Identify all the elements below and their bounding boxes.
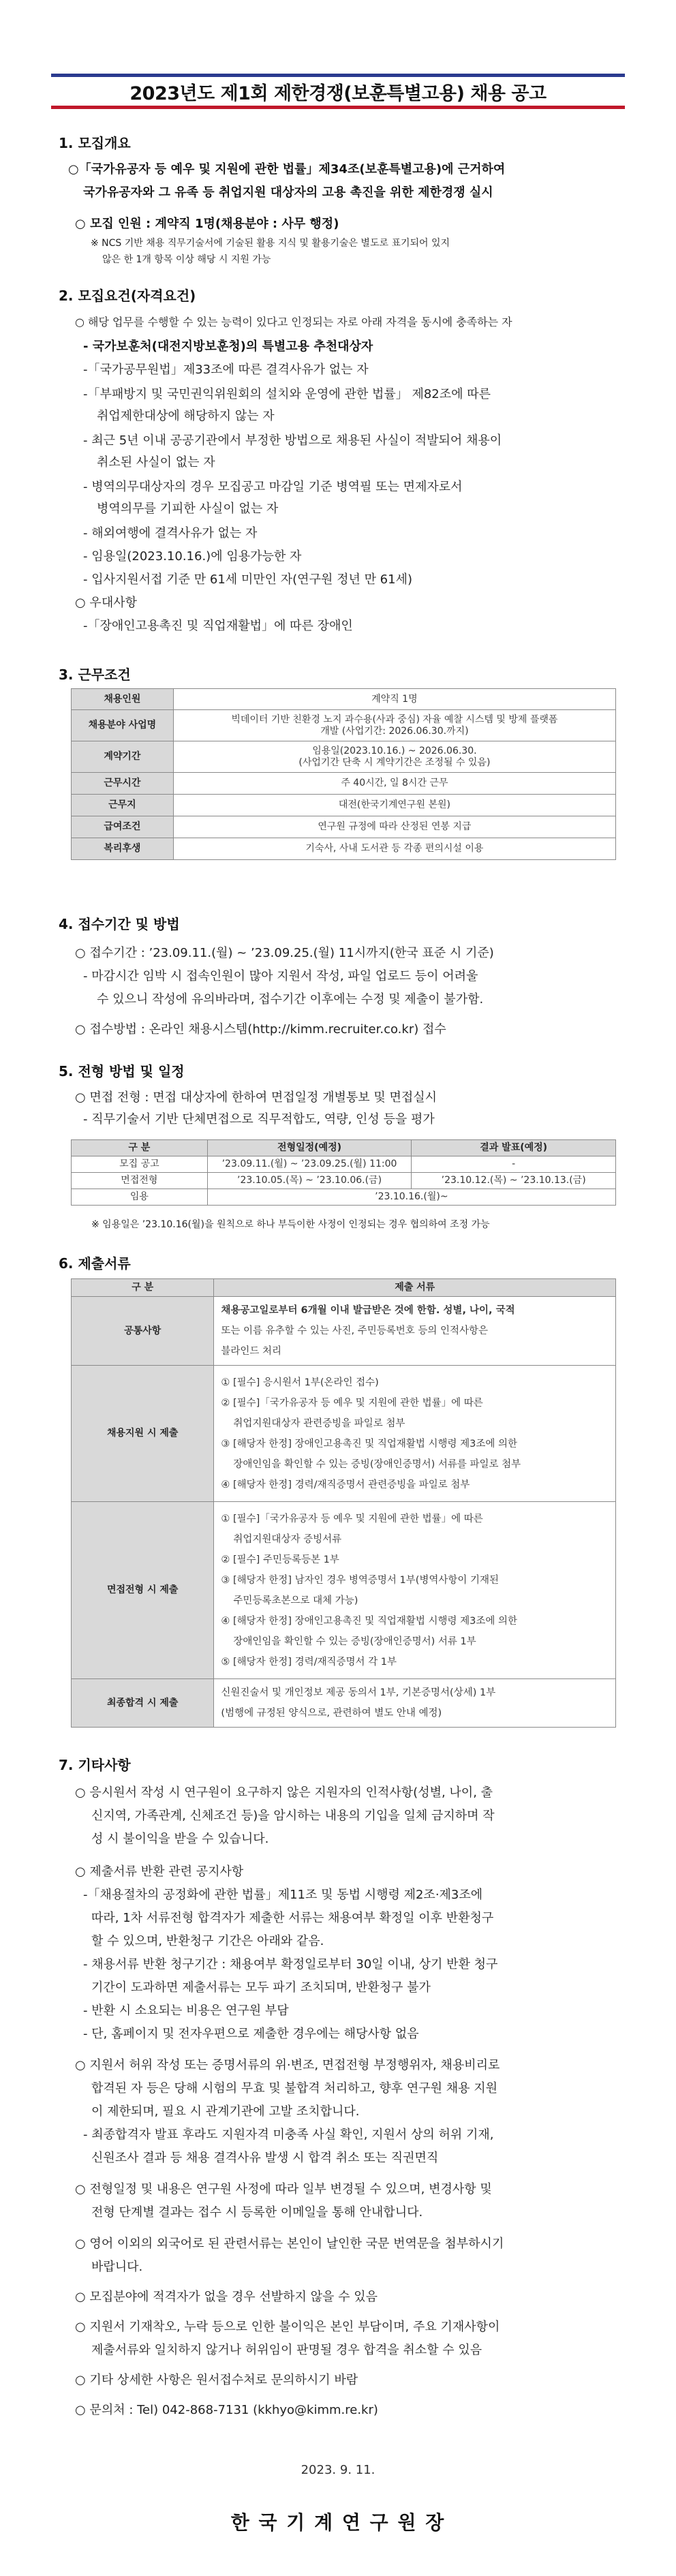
s7-line: 성 시 불이익을 받을 수 있습니다. xyxy=(91,1832,269,1846)
s7-line: 신지역, 가족관계, 신체조건 등)을 암시하는 내용의 기입을 일체 금지하며 작 xyxy=(91,1809,495,1823)
col-header: 제출 서류 xyxy=(214,1279,616,1297)
s7-line: ○ 모집분야에 적격자가 없을 경우 선발하지 않을 수 있음 xyxy=(75,2290,378,2304)
s7-line: 이 제한되며, 필요 시 관계기관에 고발 조치합니다. xyxy=(91,2104,360,2119)
s4-line: ○ 접수기간 : ’23.09.11.(월) ~ ’23.09.25.(월) 11시까지(한국 표준 시 기준) xyxy=(75,946,494,960)
s2-line: -「부패방지 및 국민권익위원회의 설치와 운영에 관한 법률」 제82조에 따른 xyxy=(83,387,491,401)
s7-line: 기간이 도과하면 제출서류는 모두 파기 조치되며, 반환청구 불가 xyxy=(91,1980,431,1995)
title-banner xyxy=(51,74,625,109)
schedule-cell: ’23.10.16.(월)~ xyxy=(207,1189,615,1206)
s7-line: 전형 단계별 결과는 접수 시 등록한 이메일을 통해 안내합니다. xyxy=(91,2205,423,2220)
table-row xyxy=(72,1173,616,1189)
s7-line: ○ 지원서 허위 작성 또는 증명서류의 위·변조, 면접전형 부정행위자, 채용비리로 xyxy=(75,2058,500,2072)
s1-line: ○ 모집 인원 : 계약직 1명(채용분야 : 사무 행정) xyxy=(75,217,339,231)
row-label: 복리후생 xyxy=(72,838,174,860)
table-row xyxy=(72,1366,616,1502)
schedule-table xyxy=(71,1139,616,1206)
row-label: 최종합격 시 제출 xyxy=(72,1679,214,1728)
row-label: 채용지원 시 제출 xyxy=(72,1366,214,1502)
stage-cell: 임용 xyxy=(72,1189,208,1206)
s7-line: 할 수 있으며, 반환청구 기간은 아래와 같음. xyxy=(91,1934,324,1948)
s1-line: ○「국가유공자 등 예우 및 지원에 관한 법률」제34조(보훈특별고용)에 근거하여 xyxy=(68,162,506,177)
s7-line: 제출서류와 일치하지 않거나 허위임이 판명될 경우 합격을 취소할 수 있음 xyxy=(91,2343,482,2357)
section-4-heading: 4. 접수기간 및 방법 xyxy=(59,916,180,932)
row-docs: 신원진술서 및 개인정보 제공 동의서 1부, 기본증명서(상세) 1부 (범행에 규정된 양식으로, 관련하여 별도 안내 예정) xyxy=(214,1679,616,1728)
section-6-heading: 6. 제출서류 xyxy=(59,1255,131,1272)
s2-line: 취소된 사실이 없는 자 xyxy=(97,455,215,470)
table-row xyxy=(72,741,616,773)
row-label: 채용분야 사업명 xyxy=(72,710,174,741)
s2-line: -「국가공무원법」제33조에 따른 결격사유가 없는 자 xyxy=(83,363,369,377)
s7-line: ○ 전형일정 및 내용은 연구원 사정에 따라 일부 변경될 수 있으며, 변경사항 및 xyxy=(75,2182,492,2196)
s7-line: ○ 문의처 : Tel) 042-868-7131 (kkhyo@kimm.re.kr) xyxy=(75,2403,378,2417)
s7-line: 신원조사 결과 등 채용 결격사유 발생 시 합격 취소 또는 직권면직 xyxy=(91,2151,439,2165)
s2-line: -「장애인고용촉진 및 직업재활법」에 따른 장애인 xyxy=(83,619,353,633)
s5-line: ○ 면접 전형 : 면접 대상자에 한하여 면접일정 개별통보 및 면접실시 xyxy=(75,1090,437,1105)
s2-line: - 임용일(2023.10.16.)에 임용가능한 자 xyxy=(83,549,302,564)
s2-line: - 병역의무대상자의 경우 모집공고 마감일 기준 병역필 또는 면제자로서 xyxy=(83,480,463,494)
result-cell: ’23.10.12.(목) ~ ’23.10.13.(금) xyxy=(412,1173,616,1189)
s2-line: - 최근 5년 이내 공공기관에서 부정한 방법으로 채용된 사실이 적발되어 채용이 xyxy=(83,433,502,448)
s7-line: 바랍니다. xyxy=(91,2260,143,2274)
s2-line: 병역의무를 기피한 사실이 없는 자 xyxy=(97,502,279,516)
s7-line: ○ 제출서류 반환 관련 공지사항 xyxy=(75,1865,244,1879)
section-1-heading: 1. 모집개요 xyxy=(59,135,131,151)
section-2-heading: 2. 모집요건(자격요건) xyxy=(59,288,196,304)
s2-line: - 국가보훈처(대전지방보훈청)의 특별고용 추천대상자 xyxy=(83,339,373,354)
s2-line: ○ 우대사항 xyxy=(75,596,137,610)
row-label: 근무지 xyxy=(72,795,174,816)
s2-line: - 해외여행에 결격사유가 없는 자 xyxy=(83,526,258,540)
row-docs: ① [필수] 응시원서 1부(온라인 접수) ② [필수]「국가유공자 등 예우 및 지원에 관한 법률」에 따른 취업지원대상자 관련증빙을 파일로 첨부 ③ [해당자 한정] 장애인고용촉진 및 직업재활법 시행령 제3조에 의한 장애인임을 확인할 수 있는 증빙(장애인증명서) 서류를 파일로 첨부 ④ [해당자 한정] 경력/재직증명서 관련증빙을 파일로 첨부 xyxy=(214,1366,616,1502)
section-5-heading: 5. 전형 방법 및 일정 xyxy=(59,1063,185,1079)
row-docs: 채용공고일로부터 6개월 이내 발급받은 것에 한함. 성별, 나이, 국적 또는 이름 유추할 수 있는 사진, 주민등록번호 등의 인적사항은 블라인드 처리 xyxy=(214,1297,616,1366)
s7-line: ○ 지원서 기재착오, 누락 등으로 인한 불이익은 본인 부담이며, 주요 기재사항이 xyxy=(75,2320,500,2334)
documents-table xyxy=(71,1278,616,1728)
row-label: 근무시간 xyxy=(72,773,174,795)
s7-line: - 반환 시 소요되는 비용은 연구원 부담 xyxy=(83,2004,289,2018)
col-header: 구 분 xyxy=(72,1140,208,1156)
s7-line: ○ 응시원서 작성 시 연구원이 요구하지 않은 지원자의 인적사항(성별, 나이, 출 xyxy=(75,1785,493,1800)
s4-line: 수 있으니 작성에 유의바라며, 접수기간 이후에는 수정 및 제출이 불가함. xyxy=(97,992,484,1007)
page-title: 2023년도 제1회 제한경쟁(보훈특별고용) 채용 공고 xyxy=(129,82,547,104)
s4-line: - 마감시간 임박 시 접속인원이 많아 지원서 작성, 파일 업로드 등이 어려울 xyxy=(83,969,478,983)
s2-line: - 입사지원서접 기준 만 61세 미만인 자(연구원 정년 만 61세) xyxy=(83,572,412,587)
s7-line: -「채용절차의 공정화에 관한 법률」제11조 및 동법 시행령 제2조·제3조에 xyxy=(83,1888,483,1902)
issue-date: 2023. 9. 11. xyxy=(301,2463,375,2477)
table-row xyxy=(72,816,616,838)
s2-line: ○ 해당 업무를 수행할 수 있는 능력이 있다고 인정되는 자로 아래 자격을 동시에 충족하는 자 xyxy=(75,316,512,328)
work-conditions-table xyxy=(71,688,616,860)
result-cell: - xyxy=(412,1156,616,1173)
col-header: 전형일정(예정) xyxy=(207,1140,412,1156)
row-label: 면접전형 시 제출 xyxy=(72,1502,214,1679)
row-value: 빅데이터 기반 친환경 노지 과수용(사과 중심) 자율 예찰 시스템 및 방제 플랫폼 개발 (사업기간: 2026.06.30.까지) xyxy=(173,710,615,741)
row-value: 대전(한국기계연구원 본원) xyxy=(173,795,615,816)
stage-cell: 모집 공고 xyxy=(72,1156,208,1173)
table-row xyxy=(72,689,616,710)
row-value: 계약직 1명 xyxy=(173,689,615,710)
s7-line: - 단, 홈페이지 및 전자우편으로 제출한 경우에는 해당사항 없음 xyxy=(83,2027,419,2041)
col-header: 결과 발표(예정) xyxy=(412,1140,616,1156)
s7-line: - 최종합격자 발표 후라도 지원자격 미충족 사실 확인, 지원서 상의 허위 기재, xyxy=(83,2128,494,2142)
table-row xyxy=(72,1502,616,1679)
row-value: 연구원 규정에 따라 산정된 연봉 지급 xyxy=(173,816,615,838)
s1-note: 않은 한 1개 항목 이상 해당 시 지원 가능 xyxy=(102,254,271,265)
table-row xyxy=(72,1679,616,1728)
row-value: 임용일(2023.10.16.) ~ 2026.06.30. (사업기간 단축 시 계약기간은 조정될 수 있음) xyxy=(173,741,615,773)
s5-line: - 직무기술서 기반 단체면접으로 직무적합도, 역량, 인성 등을 평가 xyxy=(83,1112,435,1126)
s4-line: ○ 접수방법 : 온라인 채용시스템(http://kimm.recruiter.co.kr) 접수 xyxy=(75,1022,446,1037)
s7-line: ○ 영어 이외의 외국어로 된 관련서류는 본인이 날인한 국문 번역문을 첨부하시기 xyxy=(75,2237,504,2251)
s1-line: 국가유공자와 그 유족 등 취업지원 대상자의 고용 촉진을 위한 제한경쟁 실시 xyxy=(83,185,493,200)
schedule-cell: ’23.09.11.(월) ~ ’23.09.25.(월) 11:00 xyxy=(207,1156,412,1173)
s7-line: - 채용서류 반환 청구기간 : 채용여부 확정일로부터 30일 이내, 상기 반환 청구 xyxy=(83,1957,498,1972)
row-value: 주 40시간, 일 8시간 근무 xyxy=(173,773,615,795)
table-row xyxy=(72,1297,616,1366)
section-7-heading: 7. 기타사항 xyxy=(59,1757,131,1773)
row-label: 급여조건 xyxy=(72,816,174,838)
s7-line: ○ 기타 상세한 사항은 원서접수처로 문의하시기 바람 xyxy=(75,2373,358,2387)
section-3-heading: 3. 근무조건 xyxy=(59,666,131,683)
table-row xyxy=(72,838,616,860)
s5-note: ※ 임용일은 ’23.10.16(월)을 원칙으로 하나 부득이한 사정이 인정되는 경우 협의하여 조정 가능 xyxy=(91,1219,490,1230)
s7-line: 따라, 1차 서류전형 합격자가 제출한 서류는 채용여부 확정일 이후 반환청구 xyxy=(91,1911,494,1925)
row-docs: ① [필수]「국가유공자 등 예우 및 지원에 관한 법률」에 따른 취업지원대상자 증빙서류 ② [필수] 주민등록등본 1부 ③ [해당자 한정] 남자인 경우 병역증명서 1부(병역사항이 기재된 주민등록초본으로 대체 가능) ④ [해당자 한정] 장애인고용촉진 및 직업재활법 시행령 제3조에 의한 장애인임을 확인할 수 있는 증빙(장애인증명서) 서류 1부 ⑤ [해당자 한정] 경력/재직증명서 각 1부 xyxy=(214,1502,616,1679)
row-value: 기숙사, 사내 도서관 등 각종 편의시설 이용 xyxy=(173,838,615,860)
s2-line: 취업제한대상에 해당하지 않는 자 xyxy=(97,409,275,423)
schedule-cell: ’23.10.05.(목) ~ ’23.10.06.(금) xyxy=(207,1173,412,1189)
table-row xyxy=(72,1156,616,1173)
table-header-row xyxy=(72,1279,616,1297)
s7-line: 합격된 자 등은 당해 시험의 무효 및 불합격 처리하고, 향후 연구원 채용 지원 xyxy=(91,2081,498,2096)
table-header-row xyxy=(72,1140,616,1156)
organization-signature: 한 국 기 계 연 구 원 장 xyxy=(230,2511,446,2534)
table-row xyxy=(72,1189,616,1206)
row-label: 계약기간 xyxy=(72,741,174,773)
table-row xyxy=(72,710,616,741)
s1-note: ※ NCS 기반 채용 직무기술서에 기술된 활용 지식 및 활용기술은 별도로 표기되어 있지 xyxy=(91,238,450,249)
row-label: 공통사항 xyxy=(72,1297,214,1366)
table-row xyxy=(72,795,616,816)
row-label: 채용인원 xyxy=(72,689,174,710)
col-header: 구 분 xyxy=(72,1279,214,1297)
stage-cell: 면접전형 xyxy=(72,1173,208,1189)
table-row xyxy=(72,773,616,795)
